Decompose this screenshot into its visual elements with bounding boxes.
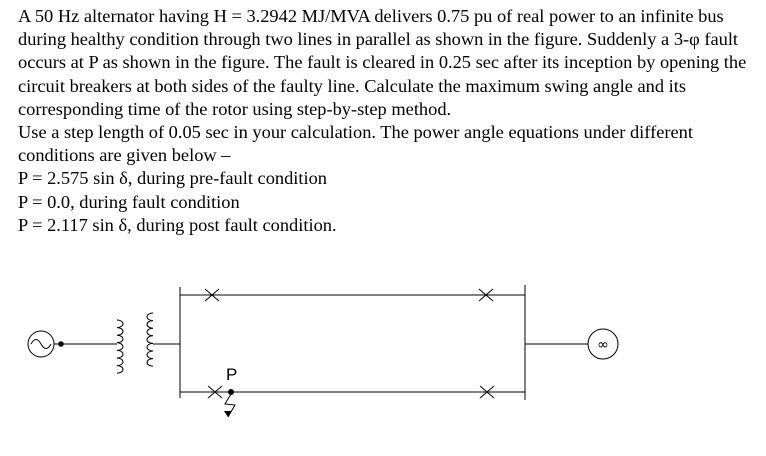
infinite-bus-symbol: ∞	[597, 337, 609, 353]
equation-pre-fault: P = 2.575 sin δ, during pre-fault condition	[18, 168, 327, 189]
single-line-diagram	[0, 280, 766, 456]
ac-source-icon	[28, 331, 54, 357]
generator-terminal-dot	[59, 342, 64, 347]
equation-post-fault: P = 2.117 sin δ, during post fault condition.	[18, 214, 337, 235]
problem-statement	[18, 5, 758, 237]
problem-paragraph-1: A 50 Hz alternator having H = 3.2942 MJ/MVA delivers 0.75 pu of real power to an infinite bus during healthy condition through two lines in parallel as shown in the figure. Suddenly a 3-φ fault occurs at P as shown in the figure. The fault is cleared in 0.25 sec after its inception by opening the circuit breakers at both sides of the faulty line. Calculate the maximum swing angle and its corresponding time of the rotor using step-by-step method.	[18, 6, 747, 119]
fault-point-dot	[229, 390, 234, 395]
fault-lightning-icon	[224, 394, 235, 417]
equation-during-fault: P = 0.0, during fault condition	[18, 191, 240, 212]
fault-label: P	[226, 365, 238, 384]
transformer-icon	[117, 313, 153, 373]
problem-paragraph-2: Use a step length of 0.05 sec in your calculation. The power angle equations under different conditions are given below –	[18, 122, 693, 166]
